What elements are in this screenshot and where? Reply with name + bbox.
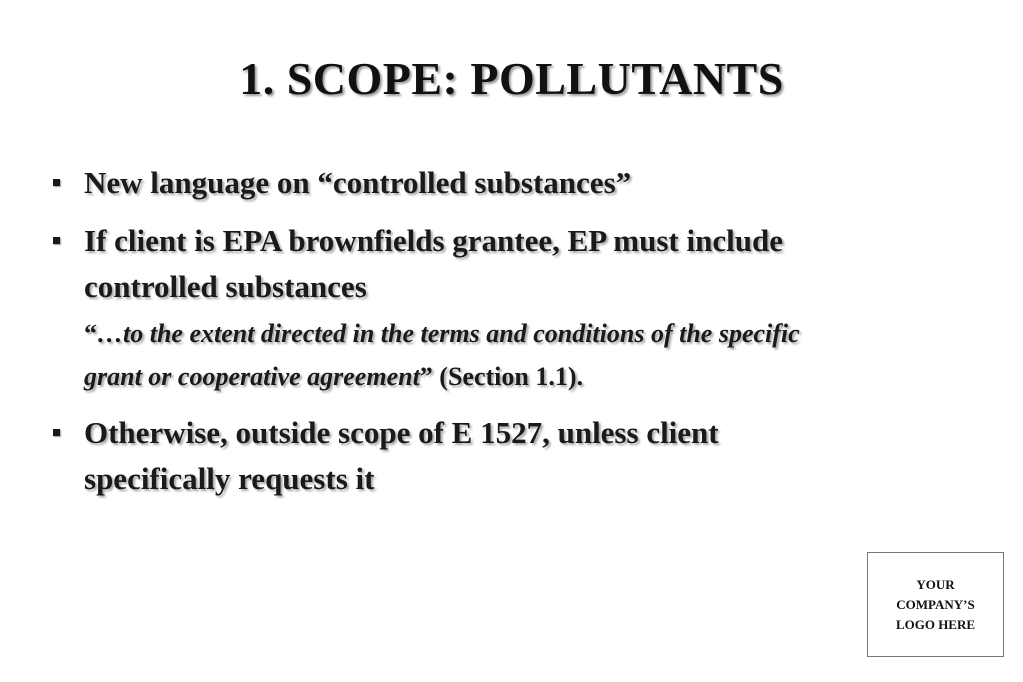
bullet-text: If client is EPA brownfields grantee, EP must include controlled substances: [84, 223, 783, 304]
bullet-quote: [84, 312, 840, 398]
bullet-list: [50, 160, 840, 514]
slide-title: 1. SCOPE: POLLUTANTS: [239, 53, 784, 104]
company-logo-placeholder: YOUR COMPANY’S LOGO HERE: [867, 552, 1004, 657]
square-bullet-icon: [53, 429, 60, 436]
bullet-item: [50, 410, 840, 502]
bullet-item: [50, 218, 840, 398]
bullet-item: [50, 160, 840, 206]
bullet-text: New language on “controlled substances”: [84, 165, 632, 200]
quote-italic-text: …to the extent directed in the terms and conditions of the specific grant or cooperative agreement: [84, 319, 800, 391]
square-bullet-icon: [53, 179, 60, 186]
quote-open-mark: “: [84, 319, 97, 348]
square-bullet-icon: [53, 237, 60, 244]
bullet-text: Otherwise, outside scope of E 1527, unless client specifically requests it: [84, 415, 719, 496]
quote-citation: ” (Section 1.1).: [419, 362, 583, 391]
